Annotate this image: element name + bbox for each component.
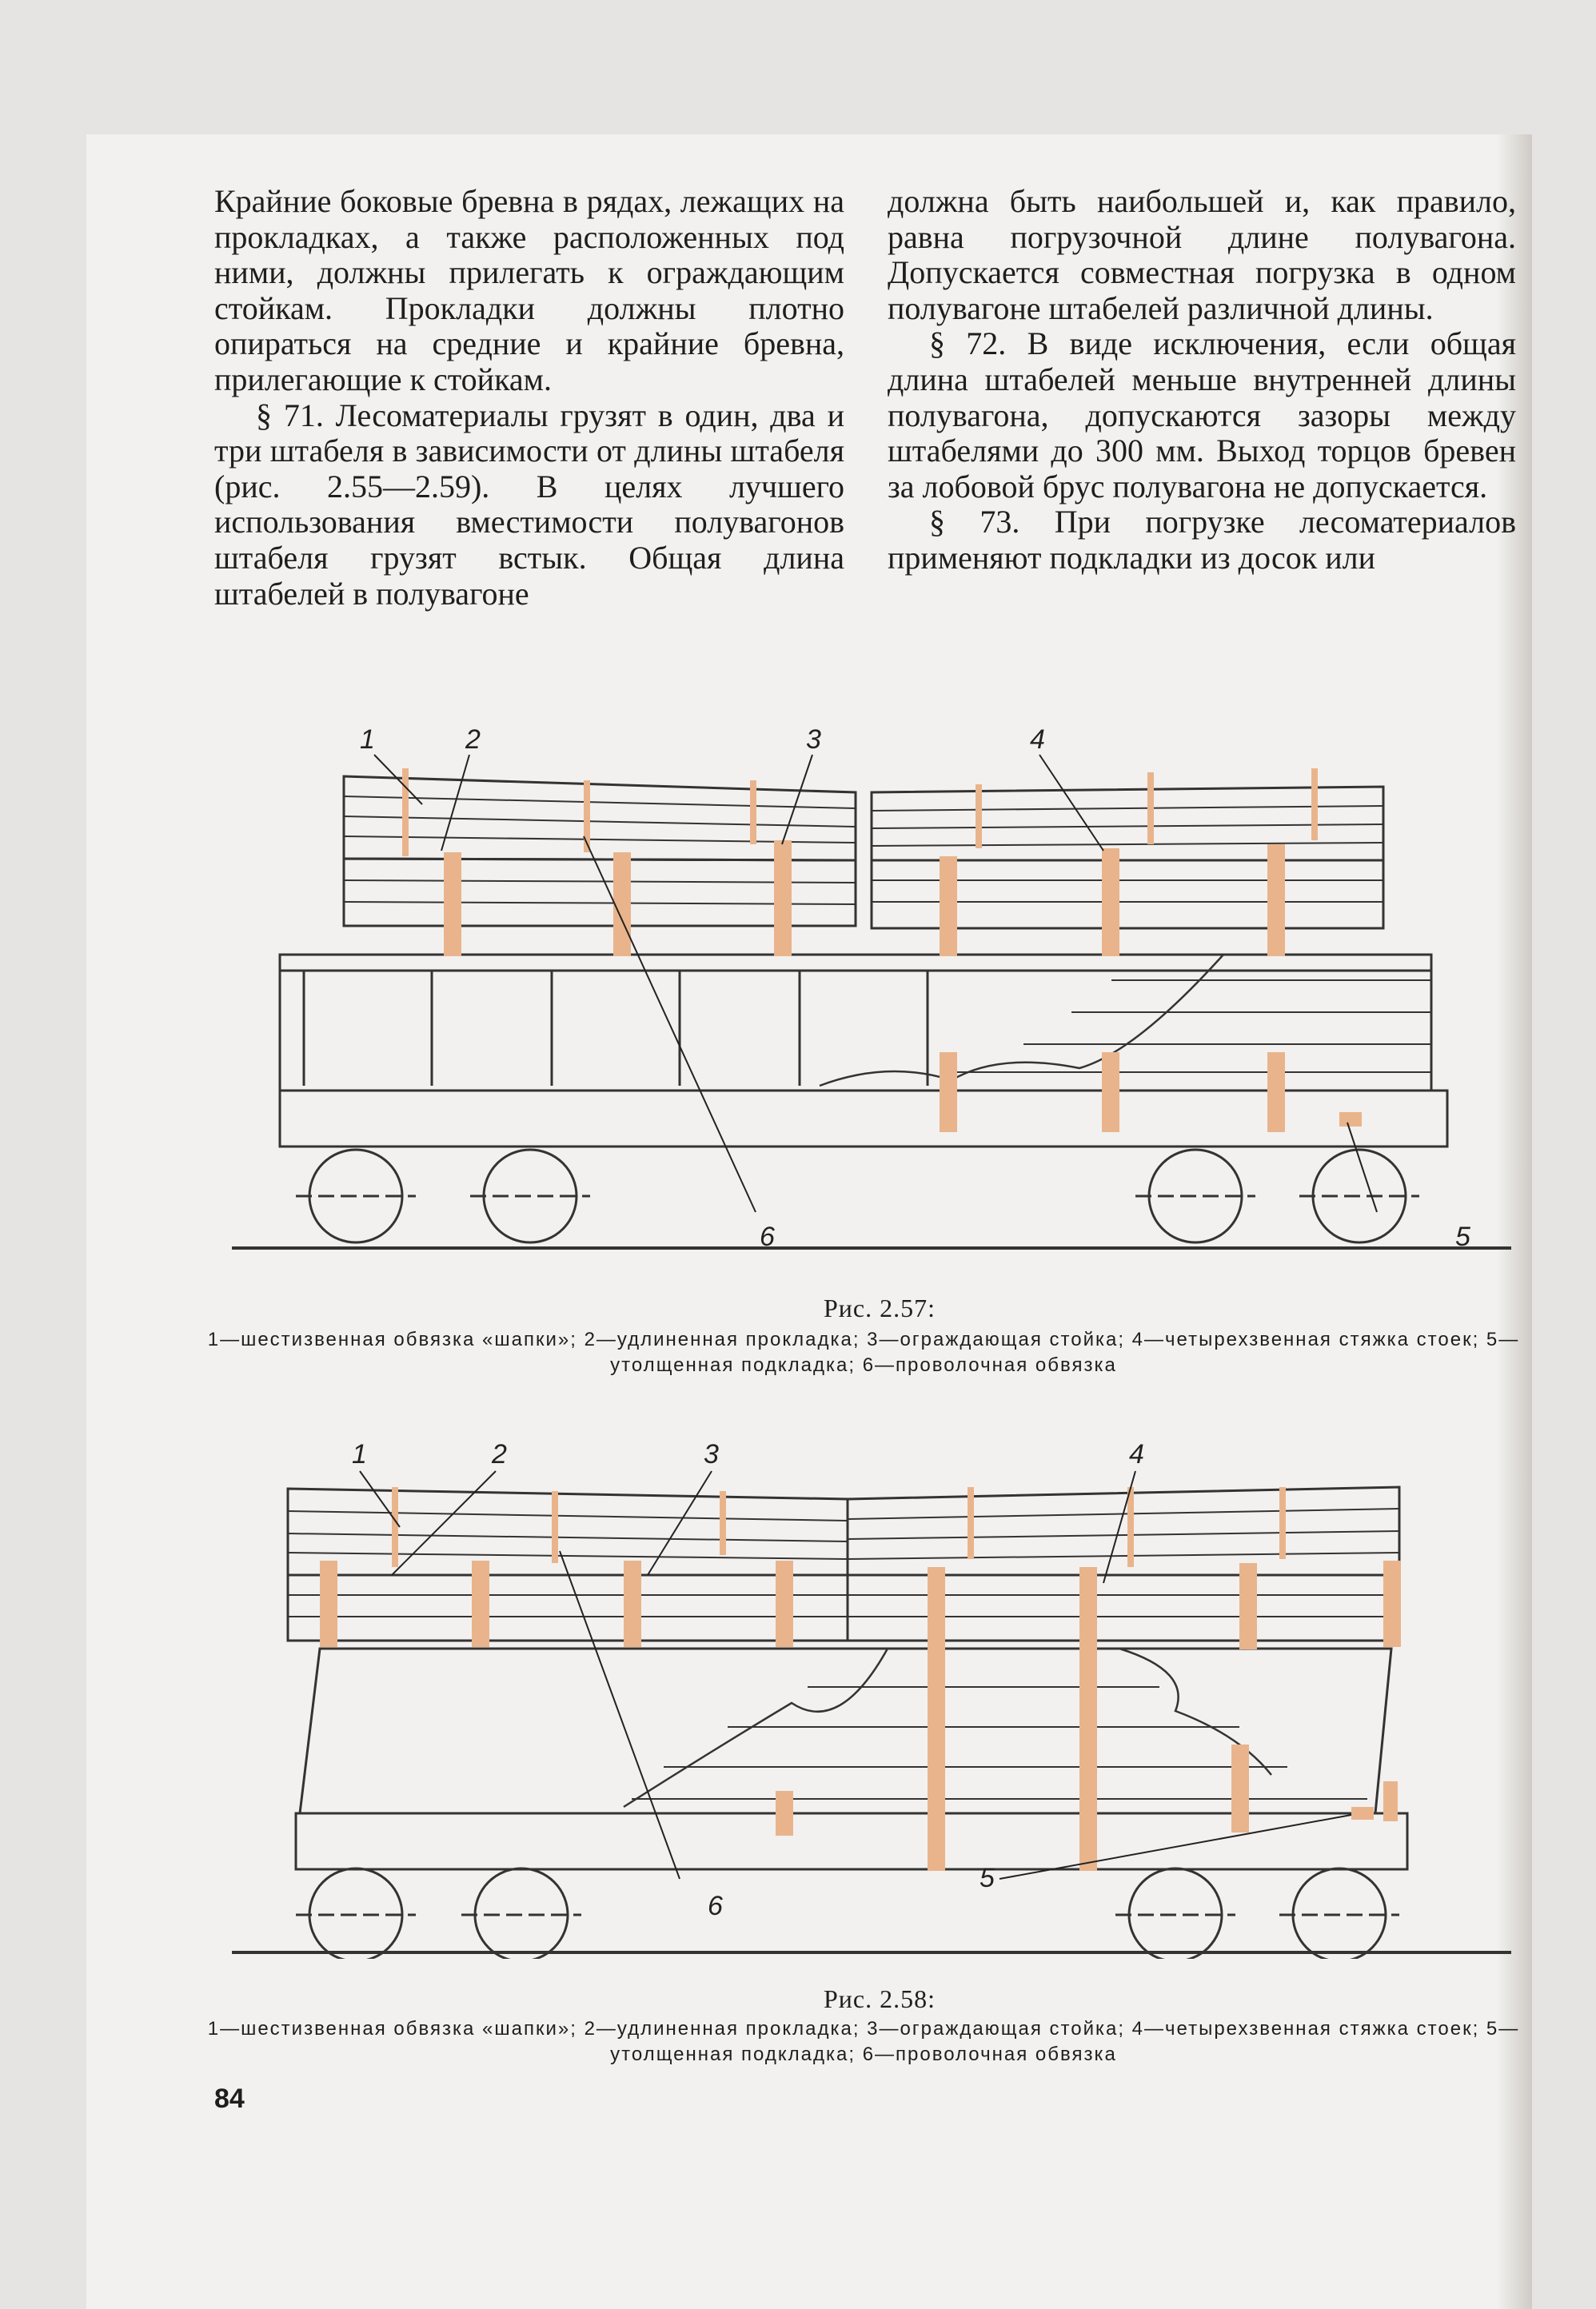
paragraph: § 71. Лесоматериалы грузят в один, два и три штабеля в зависимости от длины штабеля (рис. 2.55—2.59). В целях лучшего использования вместимости полувагонов штабеля грузят встык. Общая длина штабелей в полувагоне <box>214 397 844 612</box>
text-column-right <box>888 184 1516 576</box>
callout-1: 1 <box>360 724 375 755</box>
callout-2: 2 <box>465 724 481 755</box>
paragraph: § 73. При погрузке лесоматериалов применяют подкладки из досок или <box>888 504 1516 576</box>
callout-4: 4 <box>1030 724 1045 755</box>
callout-5: 5 <box>1455 1222 1470 1252</box>
paragraph: должна быть наибольшей и, как правило, равна погрузочной длине полувагона. Допускается совместная погрузка в одном полувагоне штабелей различной длины. <box>888 183 1516 326</box>
callout-3: 3 <box>704 1439 719 1470</box>
callout-3: 3 <box>806 724 821 755</box>
page-number: 84 <box>214 2084 245 2114</box>
figure-2-57-drawing <box>232 716 1527 1276</box>
callout-1: 1 <box>352 1439 367 1470</box>
figure-2-57-title: Рис. 2.57: <box>823 1294 936 1322</box>
callout-6: 6 <box>708 1891 723 1921</box>
figure-2-57-caption: 1—шестизвенная обвязка «шапки»; 2—удлиненная прокладка; 3—ограждающая стойка; 4—четырехзвенная стяжка стоек; 5—утолщенная подкладка; 6—проволочная обвязка <box>207 1329 1520 1376</box>
paragraph: Крайние боковые бревна в рядах, лежащих на прокладках, а также расположенных под ними, должны прилегать к ограждающим стойкам. Прокладки должны плотно опираться на средние и крайние бревна, прилегающие к стойкам. <box>214 183 844 397</box>
callout-6: 6 <box>760 1222 775 1252</box>
callout-2: 2 <box>492 1439 507 1470</box>
figure-2-58-title: Рис. 2.58: <box>823 1984 936 2013</box>
callout-5: 5 <box>980 1863 995 1893</box>
figure-2-58-caption: 1—шестизвенная обвязка «шапки»; 2—удлиненная прокладка; 3—ограждающая стойка; 4—четырехзвенная стяжка стоек; 5—утолщенная подкладка; 6—проволочная обвязка <box>207 2018 1520 2065</box>
paragraph: § 72. В виде исключения, если общая длина штабелей меньше внутренней длины полувагона, допускаются зазоры между штабелями до 300 мм. Выход торцов бревен за лобовой брус полувагона не допускается. <box>888 325 1516 504</box>
text-column-left <box>214 184 844 612</box>
figure-2-58-drawing <box>232 1431 1527 1959</box>
callout-4: 4 <box>1129 1439 1144 1470</box>
